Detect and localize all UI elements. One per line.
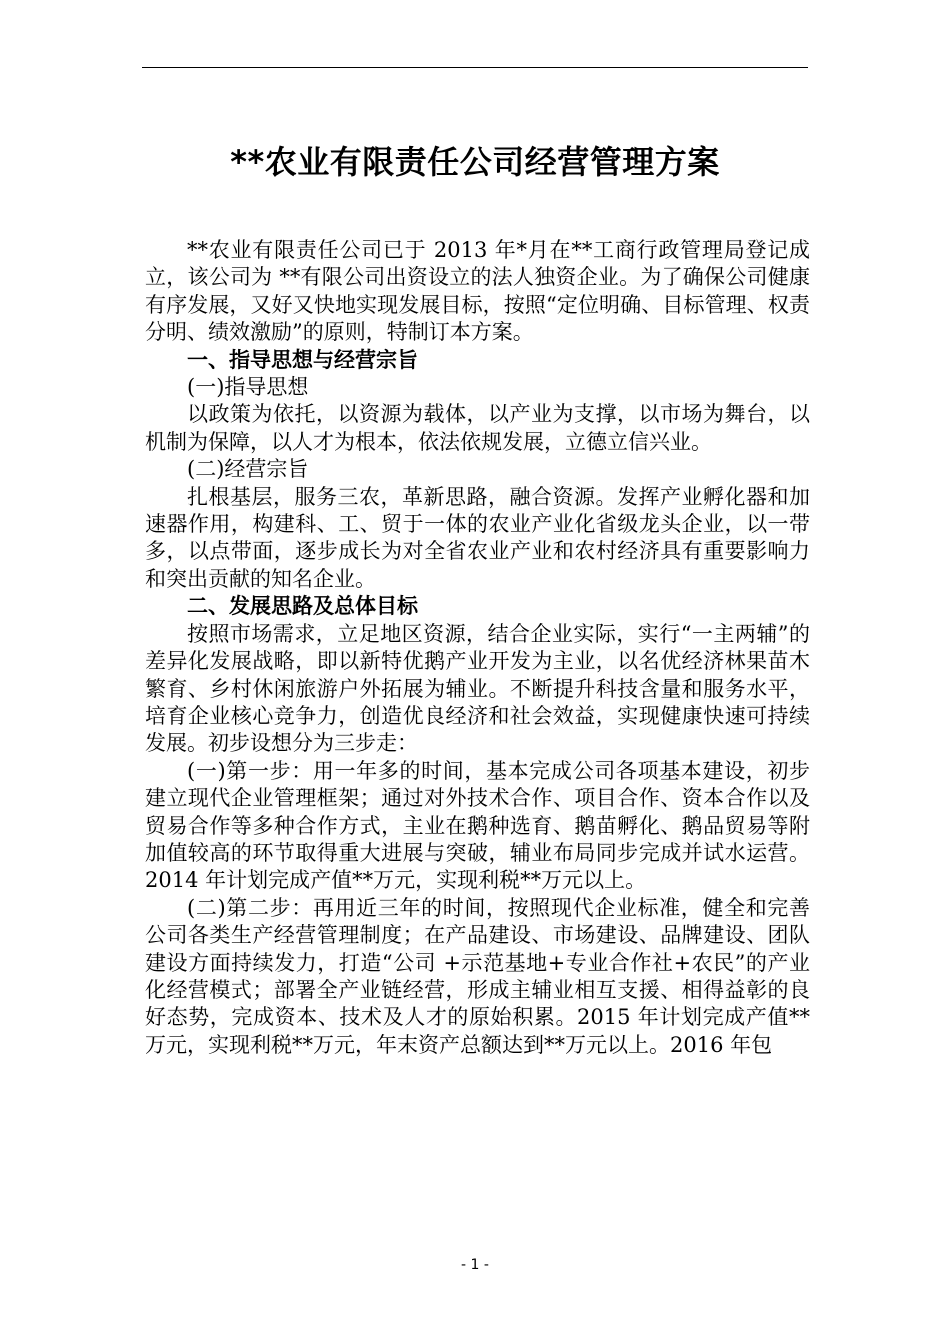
- business-purpose-paragraph: 扎根基层，服务三农，革新思路，融合资源。发挥产业孵化器和加速器作用，构建科、工、贸于一体的农业产业化省级龙头企业，以一带多，以点带面，逐步成长为对全省农业产业和农村经济具有重要影响力和突出贡献的知名企业。: [145, 484, 810, 591]
- intro-paragraph: **农业有限责任公司已于 2013 年*月在**工商行政管理局登记成立，该公司为 **有限公司出资设立的法人独资企业。为了确保公司健康有序发展，又好又快地实现发展目标，按照“定位明确、目标管理、权责分明、绩效激励”的原则，特制订本方案。: [145, 238, 810, 345]
- page-number: - 1 -: [461, 1257, 489, 1273]
- document-body: [145, 237, 810, 1059]
- step-one-paragraph: (一)第一步：用一年多的时间，基本完成公司各项基本建设，初步建立现代企业管理框架；通过对外技术合作、项目合作、资本合作以及贸易合作等多种合作方式，主业在鹅种选育、鹅苗孵化、鹅品贸易等附加值较高的环节取得重大进展与突破，辅业布局同步完成并试水运营。2014 年计划完成产值**万元，实现利税**万元以上。: [145, 758, 810, 893]
- development-strategy-paragraph: 按照市场需求，立足地区资源，结合企业实际，实行“一主两辅”的差异化发展战略，即以新特优鹅产业开发为主业，以名优经济林果苗木繁育、乡村休闲旅游户外拓展为辅业。不断提升科技含量和服务水平，培育企业核心竞争力，创造优良经济和社会效益，实现健康快速可持续发展。初步设想分为三步走：: [145, 621, 810, 756]
- step-two-paragraph: (二)第二步：再用近三年的时间，按照现代企业标准，健全和完善公司各类生产经营管理制度；在产品建设、市场建设、品牌建设、团队建设方面持续发力，打造“公司 +示范基地+专业合作社+农民”的产业化经营模式；部署全产业链经营，形成主辅业相互支援、相得益彰的良好态势，完成资本、技术及人才的原始积累。2015 年计划完成产值**万元，实现利税**万元，年末资产总额达到**万元以上。2016 年包: [145, 895, 810, 1057]
- section-heading-1: 一、指导思想与经营宗旨: [187, 347, 418, 372]
- document-title: **农业有限责任公司经营管理方案: [230, 143, 720, 181]
- header-rule: [142, 67, 808, 68]
- guiding-ideology-paragraph: 以政策为依托，以资源为载体，以产业为支撑，以市场为舞台，以机制为保障，以人才为根本，依法依规发展，立德立信兴业。: [145, 402, 810, 454]
- subsection-heading-business-purpose: (二)经营宗旨: [187, 457, 309, 482]
- section-heading-2: 二、发展思路及总体目标: [187, 594, 418, 619]
- subsection-heading-guiding-ideology: (一)指导思想: [187, 375, 309, 400]
